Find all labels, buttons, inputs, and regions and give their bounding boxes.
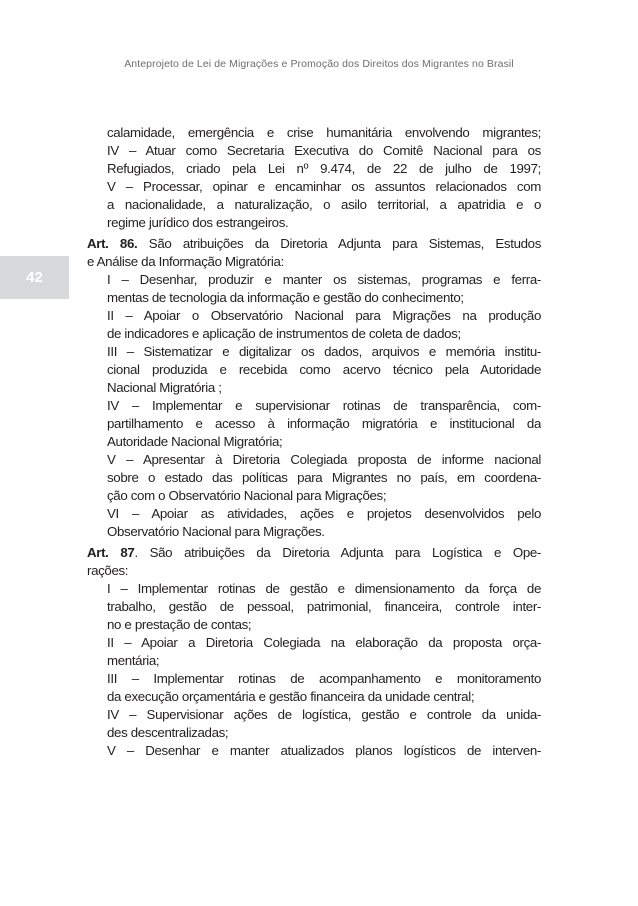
text-line: partilhamento e acesso à informação migratória e institucional da — [107, 416, 541, 431]
text-line: Nacional Migratória ; — [107, 380, 222, 395]
text-line: mentária; — [107, 653, 160, 668]
article-heading — [87, 235, 541, 253]
text-line: I – Implementar rotinas de gestão e dimensionamento da força de — [107, 581, 541, 596]
article-86 — [87, 235, 541, 541]
body-text — [87, 124, 541, 760]
article-item — [87, 706, 541, 742]
text-line: IV – Implementar e supervisionar rotinas de transparência, com- — [107, 398, 541, 413]
text-line: V – Processar, opinar e encaminhar os assuntos relacionados com — [107, 179, 541, 194]
text-line: a nacionalidade, a naturalização, o asilo territorial, a apatridia e o — [107, 197, 541, 212]
page-number: 42 — [0, 256, 69, 299]
text-line: II – Apoiar a Diretoria Colegiada na elaboração da proposta orça- — [107, 635, 541, 650]
text-line: e Análise da Informação Migratória: — [87, 254, 284, 269]
running-header: Anteprojeto de Lei de Migrações e Promoção dos Direitos dos Migrantes no Brasil — [124, 58, 514, 70]
text-line: regime jurídico dos estrangeiros. — [107, 215, 289, 230]
text-line: V – Apresentar à Diretoria Colegiada proposta de informe nacional — [107, 452, 541, 467]
text-line: Observatório Nacional para Migrações. — [107, 524, 325, 539]
text-line: Refugiados, criado pela Lei nº 9.474, de 22 de julho de 1997; — [107, 161, 541, 176]
text-line: II – Apoiar o Observatório Nacional para Migrações na produção — [107, 308, 541, 323]
article-item — [87, 670, 541, 706]
article-item — [87, 451, 541, 505]
article-text: . São atribuições da Diretoria Adjunta para Logística e Ope- — [134, 545, 541, 560]
article-item — [87, 580, 541, 634]
article-item — [87, 505, 541, 541]
article-text: São atribuições da Diretoria Adjunta para Sistemas, Estudos — [137, 236, 541, 251]
text-line: de indicadores e aplicação de instrumentos de coleta de dados; — [107, 326, 461, 341]
text-line: Autoridade Nacional Migratória; — [107, 434, 283, 449]
article-label: Art. 86. — [87, 236, 138, 251]
article-item — [87, 742, 541, 760]
article-item — [87, 343, 541, 397]
text-line: IV – Supervisionar ações de logística, gestão e controle da unida- — [107, 707, 541, 722]
text-line: III – Sistematizar e digitalizar os dados, arquivos e memória institu- — [107, 344, 541, 359]
article-87 — [87, 544, 541, 760]
article-item — [87, 307, 541, 343]
article-label: Art. 87 — [87, 545, 135, 560]
text-line: III – Implementar rotinas de acompanhamento e monitoramento — [107, 671, 541, 686]
text-line: VI – Apoiar as atividades, ações e projetos desenvolvidos pelo — [107, 506, 541, 521]
text-line: V – Desenhar e manter atualizados planos logísticos de interven- — [107, 743, 541, 758]
article-item — [87, 397, 541, 451]
text-line: IV – Atuar como Secretaria Executiva do Comitê Nacional para os — [107, 143, 541, 158]
text-line: sobre o estado das políticas para Migrantes no país, em coordena- — [107, 470, 541, 485]
text-line: rações: — [87, 563, 129, 578]
text-line: des descentralizadas; — [107, 725, 229, 740]
article-item — [87, 634, 541, 670]
text-line: cional produzida e recebida como acervo técnico pela Autoridade — [107, 362, 541, 377]
text-line: da execução orçamentária e gestão financeira da unidade central; — [107, 689, 475, 704]
text-line: trabalho, gestão de pessoal, patrimonial, financeira, controle inter- — [107, 599, 541, 614]
text-line: ção com o Observatório Nacional para Migrações; — [107, 488, 387, 503]
text-line: I – Desenhar, produzir e manter os sistemas, programas e ferra- — [107, 272, 541, 287]
text-line: calamidade, emergência e crise humanitária envolvendo migrantes; — [107, 125, 541, 140]
intro-continuation — [87, 124, 541, 232]
text-line: mentas de tecnologia da informação e gestão do conhecimento; — [107, 290, 464, 305]
article-item — [87, 271, 541, 307]
text-line: no e prestação de contas; — [107, 617, 252, 632]
article-heading — [87, 544, 541, 562]
